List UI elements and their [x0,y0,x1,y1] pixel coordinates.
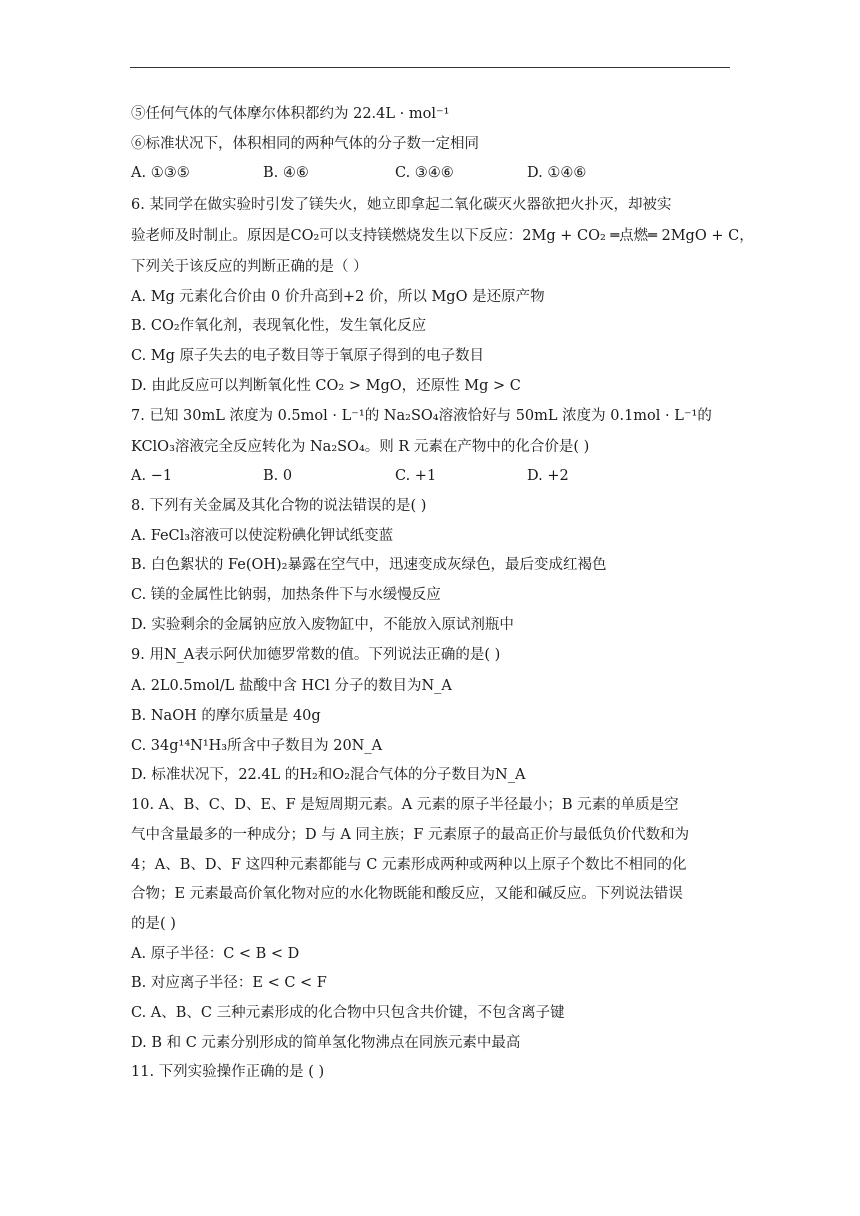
q9-option-d: D. 标准状况下，22.4L 的H₂和O₂混合气体的分子数目为N_A [131,767,526,783]
statement-5: ⑤任何气体的气体摩尔体积都约为 22.4L · mol⁻¹ [131,106,450,122]
q6-stem-line1: 6. 某同学在做实验时引发了镁失火，她立即拿起二氧化碳灭火器欲把火扑灭，却被实 [131,197,672,213]
q5-choice-b: B. ④⑥ [263,165,309,181]
q9-stem: 9. 用N_A表示阿伏加德罗常数的值。下列说法正确的是( ) [131,647,501,663]
q10-stem-line1: 10. A、B、C、D、E、F 是短周期元素。A 元素的原子半径最小；B 元素的单质是空 [131,797,679,813]
q6-option-d: D. 由此反应可以判断氧化性 CO₂ > MgO，还原性 Mg > C [131,378,521,394]
q7-choices [131,466,659,486]
q7-choice-d: D. +2 [527,468,569,484]
q8-stem: 8. 下列有关金属及其化合物的说法错误的是( ) [131,498,427,514]
q5-choices [131,163,659,183]
q7-choice-c: C. +1 [395,468,437,484]
q8-option-c: C. 镁的金属性比钠弱，加热条件下与水缓慢反应 [131,587,441,603]
q7-choice-a: A. −1 [131,468,173,484]
q9-option-a: A. 2L0.5mol/L 盐酸中含 HCl 分子的数目为N_A [131,678,452,694]
q8-option-d: D. 实验剩余的金属钠应放入废物缸中，不能放入原试剂瓶中 [131,617,514,633]
q6-stem-line2: 验老师及时制止。原因是CO₂可以支持镁燃烧发生以下反应：2Mg + CO₂ ═点燃═ 2MgO + C， [131,228,754,244]
q6-stem-line3: 下列关于该反应的判断正确的是（ ） [131,259,368,275]
q10-stem-line3: 4；A、B、D、F 这四种元素都能与 C 元素形成两种或两种以上原子个数比不相同的化 [131,857,687,873]
q5-choice-d: D. ①④⑥ [527,165,587,181]
q8-option-a: A. FeCl₃溶液可以使淀粉碘化钾试纸变蓝 [131,528,394,544]
q6-option-b: B. CO₂作氧化剂，表现氧化性，发生氧化反应 [131,318,427,334]
q9-option-c: C. 34g¹⁴N¹H₃所含中子数目为 20N_A [131,738,383,754]
q10-stem-line2: 气中含量最多的一种成分；D 与 A 同主族；F 元素原子的最高正价与最低负价代数和为 [131,827,690,843]
q10-option-a: A. 原子半径：C < B < D [131,946,300,962]
q8-option-b: B. 白色絮状的 Fe(OH)₂暴露在空气中，迅速变成灰绿色，最后变成红褐色 [131,557,607,573]
q10-option-b: B. 对应离子半径：E < C < F [131,975,327,991]
q6-option-c: C. Mg 原子失去的电子数目等于氧原子得到的电子数目 [131,348,485,364]
q5-choice-a: A. ①③⑤ [131,165,190,181]
q10-option-c: C. A、B、C 三种元素形成的化合物中只包含共价键，不包含离子键 [131,1005,565,1021]
q6-option-a: A. Mg 元素化合价由 0 价升高到+2 价，所以 MgO 是还原产物 [131,289,545,305]
q10-stem-line5: 的是( ) [131,916,176,932]
q7-choice-b: B. 0 [263,468,293,484]
q7-stem-line1: 7. 已知 30mL 浓度为 0.5mol · L⁻¹的 Na₂SO₄溶液恰好与 50mL 浓度为 0.1mol · L⁻¹的 [131,408,712,424]
statement-6: ⑥标准状况下，体积相同的两种气体的分子数一定相同 [131,136,479,152]
header-rule [130,67,730,68]
q5-choice-c: C. ③④⑥ [395,165,454,181]
q11-stem: 11. 下列实验操作正确的是 ( ) [131,1064,325,1080]
q7-stem-line2: KClO₃溶液完全反应转化为 Na₂SO₄。则 R 元素在产物中的化合价是( ) [131,439,590,455]
q9-option-b: B. NaOH 的摩尔质量是 40g [131,708,321,724]
q10-stem-line4: 合物；E 元素最高价氧化物对应的水化物既能和酸反应，又能和碱反应。下列说法错误 [131,886,683,902]
q10-option-d: D. B 和 C 元素分别形成的简单氢化物沸点在同族元素中最高 [131,1035,521,1051]
